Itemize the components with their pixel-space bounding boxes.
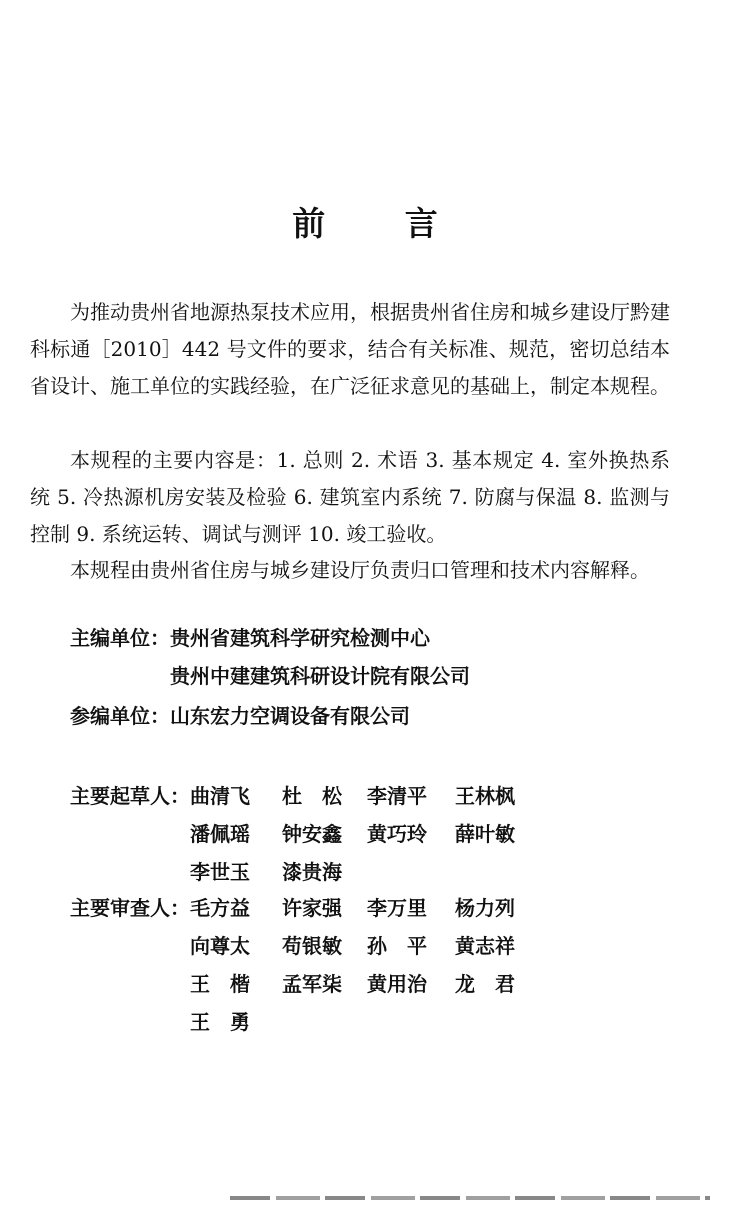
drafter-name: 王林枫: [455, 784, 515, 808]
drafter-name: 潘佩瑶: [190, 822, 250, 846]
reviewer-name: 孟军柒: [282, 972, 342, 996]
paragraph-management: 本规程由贵州省住房与城乡建设厅负责归口管理和技术内容解释。: [70, 558, 650, 582]
chief-editor-row: [70, 623, 430, 653]
drafter-name: 曲清飞: [190, 784, 250, 808]
co-editor-row: [70, 701, 410, 731]
paragraph-contents: 本规程的主要内容是：1. 总则 2. 术语 3. 基本规定 4. 室外换热系统 5. 冷热源机房安装及检验 6. 建筑室内系统 7. 防腐与保温 8. 监测与控制 9. 系统运转、调试与测评 10. 竣工验收。: [30, 448, 670, 546]
reviewer-name: 龙 君: [455, 972, 515, 996]
co-editor-unit-1: 山东宏力空调设备有限公司: [170, 704, 410, 728]
drafter-name: 李世玉: [190, 860, 250, 884]
scan-edge-artifact: [230, 1196, 710, 1200]
reviewers-label: 主要审查人：: [70, 896, 190, 920]
reviewer-name: 毛方益: [190, 896, 250, 920]
chief-editor-unit-2: 贵州中建建筑科研设计院有限公司: [170, 664, 470, 688]
chief-editor-row-2: [170, 661, 470, 691]
reviewer-name: 孙 平: [367, 934, 427, 958]
chief-editor-unit-1: 贵州省建筑科学研究检测中心: [170, 626, 430, 650]
reviewer-name: 向尊太: [190, 934, 250, 958]
reviewer-name: 苟银敏: [282, 934, 342, 958]
reviewer-name: 王 楷: [190, 972, 250, 996]
drafter-name: 薛叶敏: [455, 822, 515, 846]
drafters-label: 主要起草人：: [70, 784, 190, 808]
drafter-name: 杜 松: [282, 784, 342, 808]
reviewer-name: 王 勇: [190, 1010, 250, 1034]
drafter-name: 黄巧玲: [367, 822, 427, 846]
reviewer-name: 李万里: [367, 896, 427, 920]
reviewer-name: 杨力列: [455, 896, 515, 920]
drafter-name: 漆贵海: [282, 860, 342, 884]
reviewer-name: 黄用治: [367, 972, 427, 996]
co-editor-label: 参编单位：: [70, 704, 170, 728]
chief-editor-label: 主编单位：: [70, 626, 170, 650]
reviewer-name: 许家强: [282, 896, 342, 920]
page-title: 前 言: [292, 204, 472, 243]
reviewer-name: 黄志祥: [455, 934, 515, 958]
drafter-name: 李清平: [367, 784, 427, 808]
paragraph-intro: 为推动贵州省地源热泵技术应用，根据贵州省住房和城乡建设厅黔建科标通［2010］442 号文件的要求，结合有关标准、规范，密切总结本省设计、施工单位的实践经验，在广泛征求意见的基础上，制定本规程。: [30, 300, 670, 398]
drafter-name: 钟安鑫: [282, 822, 342, 846]
